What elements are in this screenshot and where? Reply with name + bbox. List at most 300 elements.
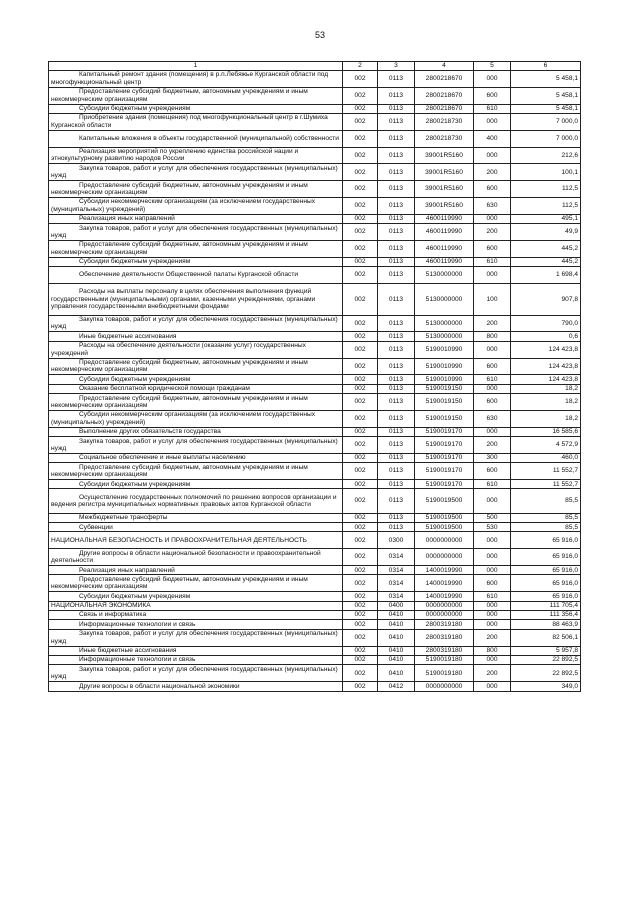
row-ministry-code: 002 <box>343 566 378 575</box>
table-body <box>49 71 581 692</box>
table-row <box>49 240 581 257</box>
table-row <box>49 224 581 241</box>
row-amount: 5 458,1 <box>511 71 581 88</box>
row-expense-type: 000 <box>474 601 511 610</box>
row-amount: 85,5 <box>511 523 581 532</box>
row-amount: 212,6 <box>511 147 581 164</box>
row-ministry-code: 002 <box>343 358 378 375</box>
row-description: Предоставление субсидий бюджетным, автономным учреждениям и иным некоммерческим организациям <box>49 240 343 257</box>
row-description: Оказание бесплатной юридической помощи гражданам <box>49 384 343 393</box>
row-amount: 22 892,5 <box>511 655 581 664</box>
table-row <box>49 532 581 549</box>
row-ministry-code: 002 <box>343 610 378 619</box>
row-expense-type: 000 <box>474 427 511 436</box>
row-target-article: 2800218670 <box>415 87 474 104</box>
table-header <box>49 62 581 71</box>
row-description: Другие вопросы в области национальной экономики <box>49 682 343 691</box>
row-expense-type: 000 <box>474 610 511 619</box>
row-expense-type: 610 <box>474 480 511 489</box>
row-section-code: 0314 <box>378 592 415 601</box>
row-amount: 49,9 <box>511 224 581 241</box>
row-target-article: 2800218670 <box>415 71 474 88</box>
row-amount: 11 552,7 <box>511 480 581 489</box>
table-row <box>49 410 581 427</box>
row-amount: 0,6 <box>511 332 581 341</box>
row-description: Субсидии бюджетным учреждениям <box>49 375 343 384</box>
row-amount: 349,0 <box>511 682 581 691</box>
row-target-article: 5190019170 <box>415 437 474 454</box>
row-description: Субсидии бюджетным учреждениям <box>49 257 343 266</box>
row-description: Осуществление государственных полномочий по решению вопросов организации и ведения регистра муниципальных нормативных правовых актов Курганской области <box>49 489 343 513</box>
row-section-code: 0113 <box>378 197 415 214</box>
row-ministry-code: 002 <box>343 257 378 266</box>
row-section-code: 0113 <box>378 267 415 284</box>
row-amount: 124 423,8 <box>511 341 581 358</box>
row-target-article: 39001R5160 <box>415 197 474 214</box>
table-row <box>49 257 581 266</box>
row-description: Закупка товаров, работ и услуг для обеспечения государственных (муниципальных) нужд <box>49 315 343 332</box>
row-expense-type: 000 <box>474 267 511 284</box>
row-expense-type: 630 <box>474 410 511 427</box>
row-ministry-code: 002 <box>343 620 378 629</box>
row-target-article: 5190019170 <box>415 480 474 489</box>
row-section-code: 0400 <box>378 601 415 610</box>
table-row <box>49 147 581 164</box>
row-target-article: 0000000000 <box>415 601 474 610</box>
table-row <box>49 610 581 619</box>
row-expense-type: 000 <box>474 620 511 629</box>
row-ministry-code: 002 <box>343 384 378 393</box>
row-amount: 18,2 <box>511 384 581 393</box>
table-row <box>49 655 581 664</box>
row-target-article: 5190019500 <box>415 523 474 532</box>
row-amount: 112,5 <box>511 197 581 214</box>
row-section-code: 0314 <box>378 566 415 575</box>
table-row <box>49 104 581 113</box>
row-expense-type: 000 <box>474 549 511 566</box>
row-section-code: 0113 <box>378 513 415 522</box>
row-target-article: 4600119990 <box>415 214 474 223</box>
row-description: Субсидии некоммерческим организациям (за исключением государственных (муниципальных) учреждений) <box>49 410 343 427</box>
row-description: НАЦИОНАЛЬНАЯ ЭКОНОМИКА <box>49 601 343 610</box>
row-ministry-code: 002 <box>343 104 378 113</box>
row-description: Предоставление субсидий бюджетным, автономным учреждениям и иным некоммерческим организациям <box>49 181 343 198</box>
row-amount: 124 423,8 <box>511 358 581 375</box>
row-amount: 495,1 <box>511 214 581 223</box>
header-col-6: 6 <box>511 62 581 71</box>
row-target-article: 2800218730 <box>415 130 474 147</box>
row-expense-type: 000 <box>474 341 511 358</box>
table-row <box>49 646 581 655</box>
row-ministry-code: 002 <box>343 427 378 436</box>
row-amount: 907,8 <box>511 283 581 315</box>
row-description: Информационные технологии и связь <box>49 655 343 664</box>
row-ministry-code: 002 <box>343 113 378 130</box>
row-target-article: 5130000000 <box>415 283 474 315</box>
row-target-article: 5190019180 <box>415 655 474 664</box>
row-target-article: 5190019150 <box>415 410 474 427</box>
row-amount: 1 698,4 <box>511 267 581 284</box>
row-section-code: 0113 <box>378 453 415 462</box>
row-target-article: 4600119990 <box>415 240 474 257</box>
row-section-code: 0113 <box>378 410 415 427</box>
row-expense-type: 600 <box>474 575 511 592</box>
row-section-code: 0113 <box>378 332 415 341</box>
table-row <box>49 601 581 610</box>
row-section-code: 0113 <box>378 463 415 480</box>
row-expense-type: 000 <box>474 113 511 130</box>
row-description: Предоставление субсидий бюджетным, автономным учреждениям и иным некоммерческим организациям <box>49 463 343 480</box>
row-expense-type: 200 <box>474 224 511 241</box>
row-amount: 460,0 <box>511 453 581 462</box>
row-ministry-code: 002 <box>343 453 378 462</box>
table-row <box>49 113 581 130</box>
row-ministry-code: 002 <box>343 601 378 610</box>
row-target-article: 4600119990 <box>415 224 474 241</box>
row-ministry-code: 002 <box>343 682 378 691</box>
table-row <box>49 592 581 601</box>
row-description: Иные бюджетные ассигнования <box>49 332 343 341</box>
row-target-article: 4600119990 <box>415 257 474 266</box>
row-expense-type: 530 <box>474 523 511 532</box>
row-description: Закупка товаров, работ и услуг для обеспечения государственных (муниципальных) нужд <box>49 665 343 682</box>
row-target-article: 5190010990 <box>415 375 474 384</box>
header-col-4: 4 <box>415 62 474 71</box>
row-section-code: 0113 <box>378 437 415 454</box>
row-section-code: 0113 <box>378 224 415 241</box>
row-description: Приобретение здания (помещения) под многофункциональный центр в г.Шумиха Курганской области <box>49 113 343 130</box>
row-ministry-code: 002 <box>343 240 378 257</box>
row-description: Субвенции <box>49 523 343 532</box>
table-row <box>49 267 581 284</box>
row-section-code: 0113 <box>378 240 415 257</box>
table-row <box>49 523 581 532</box>
row-expense-type: 500 <box>474 513 511 522</box>
row-description: Реализация мероприятий по укреплению единства российской нации и этнокультурному развитию народов России <box>49 147 343 164</box>
row-expense-type: 600 <box>474 181 511 198</box>
row-amount: 111 705,4 <box>511 601 581 610</box>
row-amount: 7 000,0 <box>511 130 581 147</box>
row-expense-type: 600 <box>474 87 511 104</box>
table-header-row <box>49 62 581 71</box>
row-section-code: 0300 <box>378 532 415 549</box>
row-target-article: 0000000000 <box>415 682 474 691</box>
row-expense-type: 000 <box>474 682 511 691</box>
row-ministry-code: 002 <box>343 665 378 682</box>
row-section-code: 0410 <box>378 610 415 619</box>
table-row <box>49 214 581 223</box>
row-section-code: 0113 <box>378 147 415 164</box>
row-section-code: 0113 <box>378 87 415 104</box>
row-amount: 100,1 <box>511 164 581 181</box>
header-col-5: 5 <box>474 62 511 71</box>
row-section-code: 0113 <box>378 164 415 181</box>
row-amount: 18,2 <box>511 394 581 411</box>
table-row <box>49 283 581 315</box>
row-expense-type: 200 <box>474 437 511 454</box>
row-amount: 790,0 <box>511 315 581 332</box>
row-ministry-code: 002 <box>343 575 378 592</box>
row-description: Выполнение других обязательств государства <box>49 427 343 436</box>
row-ministry-code: 002 <box>343 629 378 646</box>
row-ministry-code: 002 <box>343 197 378 214</box>
table-row <box>49 489 581 513</box>
row-expense-type: 600 <box>474 240 511 257</box>
row-description: Закупка товаров, работ и услуг для обеспечения государственных (муниципальных) нужд <box>49 164 343 181</box>
row-target-article: 2800319180 <box>415 620 474 629</box>
table-row <box>49 315 581 332</box>
row-target-article: 2800319180 <box>415 646 474 655</box>
row-description: Капитальный ремонт здания (помещения) в р.п.Лебяжье Курганской области под многофункциональный центр <box>49 71 343 88</box>
table-row <box>49 629 581 646</box>
row-expense-type: 200 <box>474 665 511 682</box>
row-section-code: 0314 <box>378 549 415 566</box>
row-amount: 5 458,1 <box>511 87 581 104</box>
row-amount: 16 585,6 <box>511 427 581 436</box>
row-description: Реализация иных направлений <box>49 566 343 575</box>
table-row <box>49 164 581 181</box>
row-target-article: 0000000000 <box>415 532 474 549</box>
row-section-code: 0412 <box>378 682 415 691</box>
header-col-2: 2 <box>343 62 378 71</box>
row-section-code: 0410 <box>378 665 415 682</box>
page-number: 53 <box>314 30 325 40</box>
row-expense-type: 100 <box>474 283 511 315</box>
row-ministry-code: 002 <box>343 341 378 358</box>
row-description: Социальное обеспечение и иные выплаты населению <box>49 453 343 462</box>
row-section-code: 0410 <box>378 646 415 655</box>
table-row <box>49 566 581 575</box>
row-target-article: 5190019170 <box>415 463 474 480</box>
row-section-code: 0410 <box>378 629 415 646</box>
row-amount: 7 000,0 <box>511 113 581 130</box>
row-description: Субсидии бюджетным учреждениям <box>49 104 343 113</box>
row-target-article: 2800218730 <box>415 113 474 130</box>
row-ministry-code: 002 <box>343 523 378 532</box>
row-amount: 5 458,1 <box>511 104 581 113</box>
header-col-3: 3 <box>378 62 415 71</box>
row-target-article: 5130000000 <box>415 315 474 332</box>
row-description: Закупка товаров, работ и услуг для обеспечения государственных (муниципальных) нужд <box>49 224 343 241</box>
row-section-code: 0113 <box>378 104 415 113</box>
row-description: Субсидии бюджетным учреждениям <box>49 592 343 601</box>
header-col-1: 1 <box>49 62 343 71</box>
row-section-code: 0113 <box>378 257 415 266</box>
row-expense-type: 000 <box>474 71 511 88</box>
row-amount: 65 916,0 <box>511 532 581 549</box>
row-ministry-code: 002 <box>343 130 378 147</box>
row-ministry-code: 002 <box>343 463 378 480</box>
row-expense-type: 000 <box>474 147 511 164</box>
row-ministry-code: 002 <box>343 332 378 341</box>
table-row <box>49 620 581 629</box>
row-ministry-code: 002 <box>343 394 378 411</box>
row-target-article: 1400019990 <box>415 592 474 601</box>
row-ministry-code: 002 <box>343 532 378 549</box>
row-expense-type: 610 <box>474 257 511 266</box>
row-description: Расходы на обеспечение деятельности (оказание услуг) государственных учреждений <box>49 341 343 358</box>
row-section-code: 0113 <box>378 71 415 88</box>
row-expense-type: 000 <box>474 384 511 393</box>
row-ministry-code: 002 <box>343 513 378 522</box>
row-description: Обеспечение деятельности Общественной палаты Курганской области <box>49 267 343 284</box>
row-section-code: 0113 <box>378 214 415 223</box>
row-expense-type: 200 <box>474 629 511 646</box>
row-ministry-code: 002 <box>343 646 378 655</box>
row-ministry-code: 002 <box>343 181 378 198</box>
row-target-article: 5190019170 <box>415 427 474 436</box>
row-ministry-code: 002 <box>343 71 378 88</box>
row-ministry-code: 002 <box>343 655 378 664</box>
table-row <box>49 394 581 411</box>
row-section-code: 0113 <box>378 130 415 147</box>
row-description: Связь и информатика <box>49 610 343 619</box>
row-target-article: 5190019500 <box>415 489 474 513</box>
row-section-code: 0113 <box>378 384 415 393</box>
row-target-article: 5190019150 <box>415 384 474 393</box>
table-row <box>49 341 581 358</box>
row-amount: 65 916,0 <box>511 566 581 575</box>
row-target-article: 39001R5160 <box>415 164 474 181</box>
row-target-article: 5190010990 <box>415 341 474 358</box>
row-section-code: 0113 <box>378 315 415 332</box>
row-expense-type: 300 <box>474 453 511 462</box>
table-row <box>49 463 581 480</box>
table-row <box>49 358 581 375</box>
row-section-code: 0113 <box>378 427 415 436</box>
row-amount: 65 916,0 <box>511 575 581 592</box>
row-ministry-code: 002 <box>343 410 378 427</box>
row-ministry-code: 002 <box>343 489 378 513</box>
row-description: Субсидии некоммерческим организациям (за исключением государственных (муниципальных) учреждений) <box>49 197 343 214</box>
table-row <box>49 437 581 454</box>
row-amount: 82 506,1 <box>511 629 581 646</box>
row-amount: 85,5 <box>511 513 581 522</box>
row-section-code: 0410 <box>378 620 415 629</box>
row-section-code: 0113 <box>378 394 415 411</box>
table-row <box>49 181 581 198</box>
row-amount: 88 463,9 <box>511 620 581 629</box>
table-row <box>49 513 581 522</box>
row-expense-type: 000 <box>474 489 511 513</box>
row-target-article: 39001R5160 <box>415 147 474 164</box>
row-description: Межбюджетные трансферты <box>49 513 343 522</box>
row-description: Предоставление субсидий бюджетным, автономным учреждениям и иным некоммерческим организациям <box>49 87 343 104</box>
row-target-article: 0000000000 <box>415 610 474 619</box>
row-ministry-code: 002 <box>343 549 378 566</box>
row-amount: 4 572,9 <box>511 437 581 454</box>
row-section-code: 0113 <box>378 358 415 375</box>
row-expense-type: 000 <box>474 532 511 549</box>
row-amount: 11 552,7 <box>511 463 581 480</box>
row-expense-type: 200 <box>474 164 511 181</box>
row-expense-type: 610 <box>474 375 511 384</box>
row-target-article: 2800319180 <box>415 629 474 646</box>
table-row <box>49 384 581 393</box>
row-ministry-code: 002 <box>343 267 378 284</box>
row-target-article: 5190019180 <box>415 665 474 682</box>
row-expense-type: 000 <box>474 655 511 664</box>
row-section-code: 0314 <box>378 575 415 592</box>
row-expense-type: 630 <box>474 197 511 214</box>
row-target-article: 2800218670 <box>415 104 474 113</box>
row-amount: 445,2 <box>511 240 581 257</box>
row-target-article: 5130000000 <box>415 332 474 341</box>
row-description: Иные бюджетные ассигнования <box>49 646 343 655</box>
table-row <box>49 665 581 682</box>
row-ministry-code: 002 <box>343 283 378 315</box>
row-expense-type: 800 <box>474 646 511 655</box>
row-section-code: 0113 <box>378 523 415 532</box>
row-section-code: 0113 <box>378 113 415 130</box>
row-amount: 112,5 <box>511 181 581 198</box>
row-expense-type: 000 <box>474 214 511 223</box>
row-target-article: 5190010990 <box>415 358 474 375</box>
row-expense-type: 610 <box>474 104 511 113</box>
row-ministry-code: 002 <box>343 87 378 104</box>
row-description: Реализация иных направлений <box>49 214 343 223</box>
table-row <box>49 427 581 436</box>
row-amount: 5 957,8 <box>511 646 581 655</box>
row-description: Субсидии бюджетным учреждениям <box>49 480 343 489</box>
row-description: Предоставление субсидий бюджетным, автономным учреждениям и иным некоммерческим организациям <box>49 394 343 411</box>
table-row <box>49 682 581 691</box>
row-expense-type: 000 <box>474 566 511 575</box>
row-description: Другие вопросы в области национальной безопасности и правоохранительной деятельности <box>49 549 343 566</box>
row-description: Расходы на выплаты персоналу в целях обеспечения выполнения функций государственными (муниципальными) органами, казенными учреждениями, органами управления государственными внебюджетными фондами <box>49 283 343 315</box>
row-amount: 124 423,8 <box>511 375 581 384</box>
table-row <box>49 575 581 592</box>
row-section-code: 0113 <box>378 341 415 358</box>
table-row <box>49 197 581 214</box>
row-target-article: 0000000000 <box>415 549 474 566</box>
row-section-code: 0113 <box>378 489 415 513</box>
row-ministry-code: 002 <box>343 480 378 489</box>
table-row <box>49 130 581 147</box>
row-target-article: 5190019500 <box>415 513 474 522</box>
row-description: Закупка товаров, работ и услуг для обеспечения государственных (муниципальных) нужд <box>49 629 343 646</box>
row-section-code: 0113 <box>378 480 415 489</box>
row-expense-type: 800 <box>474 332 511 341</box>
row-ministry-code: 002 <box>343 592 378 601</box>
row-ministry-code: 002 <box>343 224 378 241</box>
table-row <box>49 71 581 88</box>
table-row <box>49 332 581 341</box>
row-amount: 65 916,0 <box>511 592 581 601</box>
row-ministry-code: 002 <box>343 375 378 384</box>
row-expense-type: 400 <box>474 130 511 147</box>
row-ministry-code: 002 <box>343 315 378 332</box>
row-amount: 18,2 <box>511 410 581 427</box>
table-row <box>49 87 581 104</box>
row-expense-type: 600 <box>474 394 511 411</box>
row-description: Закупка товаров, работ и услуг для обеспечения государственных (муниципальных) нужд <box>49 437 343 454</box>
table-row <box>49 453 581 462</box>
budget-table <box>48 61 581 692</box>
row-expense-type: 600 <box>474 463 511 480</box>
row-target-article: 5190019170 <box>415 453 474 462</box>
row-ministry-code: 002 <box>343 214 378 223</box>
row-description: НАЦИОНАЛЬНАЯ БЕЗОПАСНОСТЬ И ПРАВООХРАНИТЕЛЬНАЯ ДЕЯТЕЛЬНОСТЬ <box>49 532 343 549</box>
row-amount: 111 356,4 <box>511 610 581 619</box>
row-target-article: 1400019990 <box>415 575 474 592</box>
row-expense-type: 600 <box>474 358 511 375</box>
row-expense-type: 610 <box>474 592 511 601</box>
row-target-article: 5190019150 <box>415 394 474 411</box>
row-amount: 65 916,0 <box>511 549 581 566</box>
row-section-code: 0113 <box>378 283 415 315</box>
row-amount: 85,5 <box>511 489 581 513</box>
